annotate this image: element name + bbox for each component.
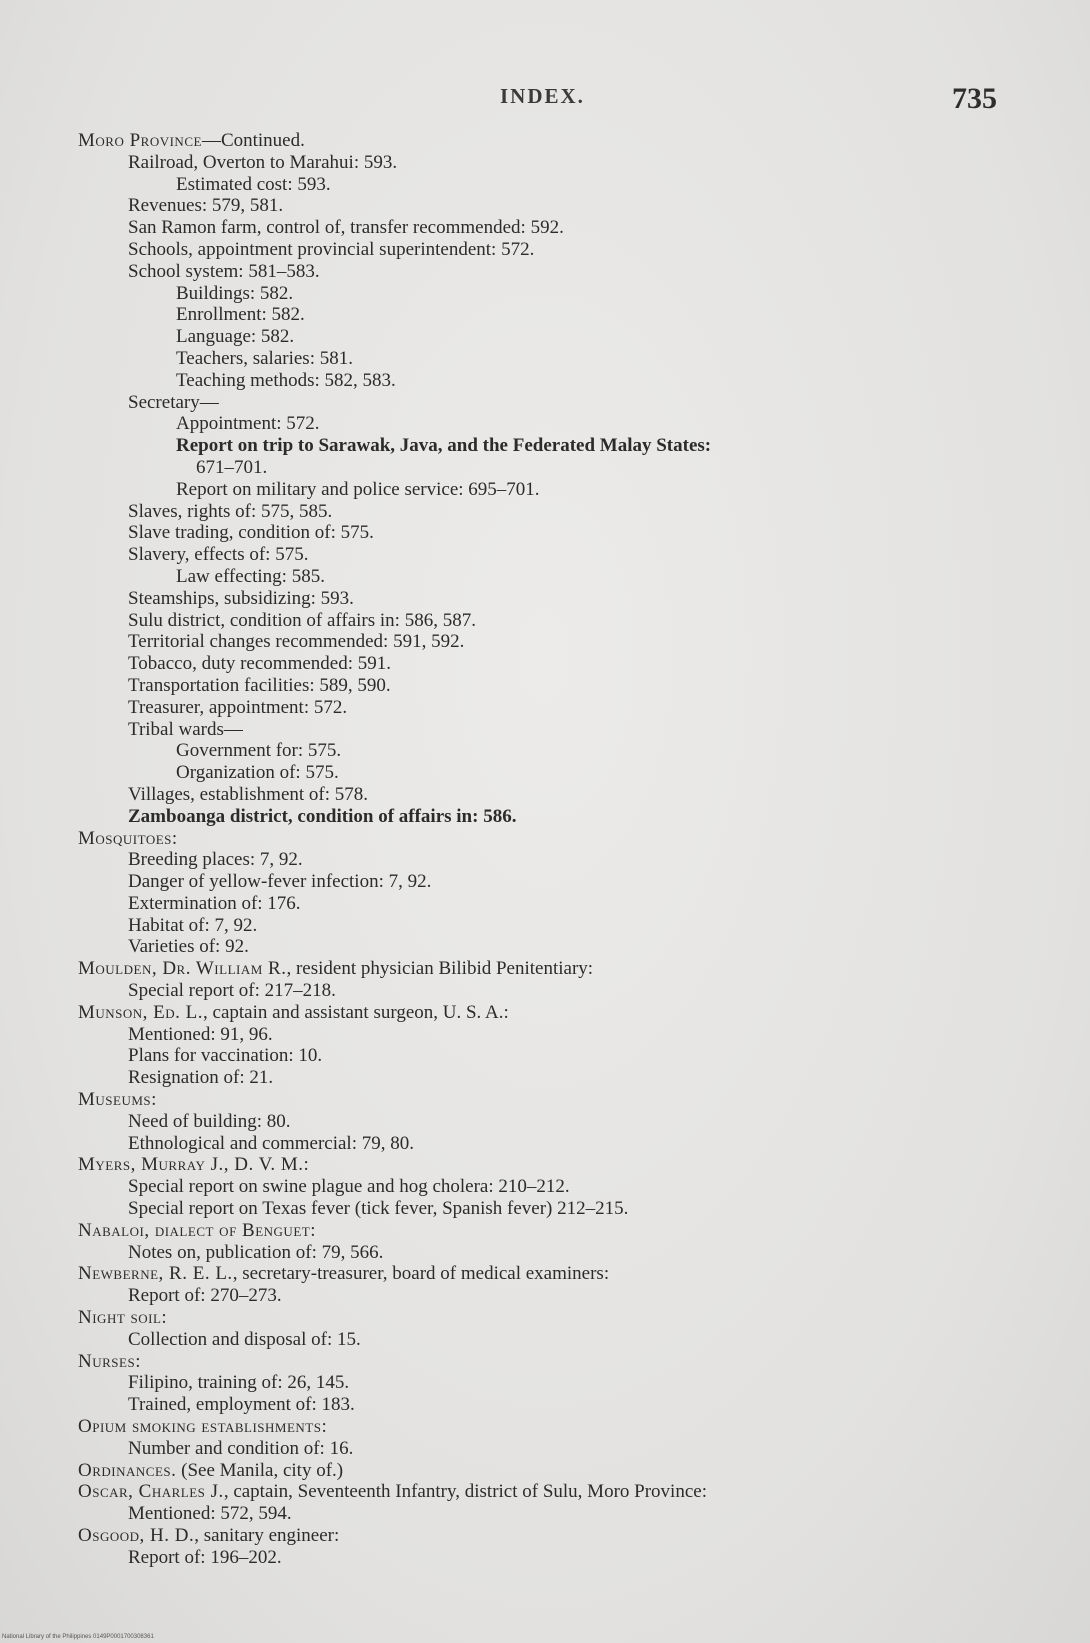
entry-head: Opium smoking establishments (78, 1416, 322, 1438)
entry-text: Collection and disposal of: 15. (128, 1328, 361, 1350)
index-subentry (0, 435, 1090, 457)
index-subentry (0, 1547, 1090, 1569)
entry-text: Need of building: 80. (128, 1110, 291, 1132)
entry-head: Munson, Ed. L. (78, 1001, 204, 1023)
index-subentry (0, 239, 1090, 261)
entry-text: Extermination of: 176. (128, 892, 301, 914)
entry-text: Special report of: 217–218. (128, 980, 336, 1002)
index-subentry (0, 261, 1090, 283)
index-heading (0, 1416, 1090, 1438)
index-subentry (0, 1394, 1090, 1416)
index-subentry (0, 413, 1090, 435)
index-heading (0, 958, 1090, 980)
index-subentry (0, 392, 1090, 414)
index-subentry (0, 1198, 1090, 1220)
running-header: INDEX. (500, 84, 585, 108)
entry-head: Newberne, R. E. L. (78, 1263, 233, 1285)
index-subentry (0, 936, 1090, 958)
index-heading (0, 1481, 1090, 1503)
entry-text: , captain and assistant surgeon, U. S. A.: (203, 1001, 509, 1023)
entry-text: Revenues: 579, 581. (128, 195, 284, 217)
index-subentry (0, 370, 1090, 392)
index-heading (0, 1002, 1090, 1024)
entry-text: Special report on Texas fever (tick fever, Spanish fever) 212–215. (128, 1198, 629, 1220)
index-subentry (0, 1045, 1090, 1067)
entry-text: : (161, 1307, 167, 1329)
index-subentry (0, 501, 1090, 523)
index-subentry (0, 152, 1090, 174)
entry-text: Appointment: 572. (176, 413, 320, 435)
index-heading (0, 1351, 1090, 1373)
entry-text: Report on military and police service: 695–701. (176, 478, 540, 500)
index-subentry (0, 1024, 1090, 1046)
index-subentry (0, 1133, 1090, 1155)
index-subentry (0, 719, 1090, 741)
entry-text: Sulu district, condition of affairs in: 586, 587. (128, 609, 476, 631)
index-subentry (0, 915, 1090, 937)
index-subentry (0, 1285, 1090, 1307)
index-subentry (0, 610, 1090, 632)
entry-text: Teachers, salaries: 581. (176, 347, 353, 369)
entry-text: : (321, 1416, 327, 1438)
index-subentry (0, 1372, 1090, 1394)
entry-text: : (303, 1154, 309, 1176)
entry-text: Organization of: 575. (176, 762, 339, 784)
entry-text: : (151, 1089, 157, 1111)
page-number: 735 (952, 82, 997, 115)
index-subentry (0, 806, 1090, 828)
entry-text: Habitat of: 7, 92. (128, 914, 258, 936)
entry-text: Teaching methods: 582, 583. (176, 369, 396, 391)
index-subentry (0, 740, 1090, 762)
entry-text: 671–701. (196, 456, 268, 478)
index-subentry (0, 1176, 1090, 1198)
index-subentry (0, 588, 1090, 610)
entry-text: Treasurer, appointment: 572. (128, 696, 348, 718)
index-subentry (0, 653, 1090, 675)
entry-text: Slavery, effects of: 575. (128, 544, 309, 566)
entry-head: Museums (78, 1089, 152, 1111)
index-heading (0, 1263, 1090, 1285)
index-heading (0, 1154, 1090, 1176)
entry-text: , captain, Seventeenth Infantry, district of Sulu, Moro Province: (223, 1481, 707, 1503)
entry-head: Osgood, H. D. (78, 1525, 195, 1546)
index-subentry (0, 697, 1090, 719)
index-subentry (0, 1111, 1090, 1133)
entry-text: Law effecting: 585. (176, 565, 325, 587)
entry-text: School system: 581–583. (128, 260, 320, 282)
index-subentry (0, 174, 1090, 196)
entry-text: Estimated cost: 593. (176, 173, 331, 195)
index-subentry (0, 762, 1090, 784)
entry-text: Mentioned: 91, 96. (128, 1023, 273, 1045)
entry-text: , resident physician Bilibid Penitentiary: (286, 958, 594, 980)
entry-head: Mosquitoes (78, 827, 172, 849)
entry-text: Schools, appointment provincial superintendent: 572. (128, 238, 535, 260)
entry-text: Railroad, Overton to Marahui: 593. (128, 151, 398, 173)
index-subentry (0, 1503, 1090, 1525)
entry-text: Number and condition of: 16. (128, 1437, 354, 1459)
entry-text: Notes on, publication of: 79, 566. (128, 1241, 384, 1263)
entry-text: (See Manila, city of.) (176, 1459, 344, 1481)
entry-text: Filipino, training of: 26, 145. (128, 1372, 350, 1394)
entry-head: Ordinances. (78, 1459, 177, 1481)
index-subentry (0, 304, 1090, 326)
entry-text: Ethnological and commercial: 79, 80. (128, 1132, 414, 1154)
index-subentry (0, 893, 1090, 915)
entry-text: Slaves, rights of: 575, 585. (128, 500, 333, 522)
index-subentry (0, 217, 1090, 239)
entry-text: Tobacco, duty recommended: 591. (128, 653, 392, 675)
entry-text: Varieties of: 92. (128, 936, 249, 958)
entry-head: Nurses (78, 1350, 136, 1372)
entry-text: Government for: 575. (176, 740, 342, 762)
entry-head: Nabaloi, dialect of Benguet (78, 1219, 311, 1241)
index-subentry (0, 1438, 1090, 1460)
index-heading (0, 130, 1090, 152)
index-heading (0, 1089, 1090, 1111)
entry-text: Report on trip to Sarawak, Java, and the Federated Malay States: (176, 435, 712, 457)
entry-text: Secretary— (128, 391, 219, 413)
index-subentry (0, 348, 1090, 370)
index-entries (0, 130, 1090, 1569)
index-subentry (0, 479, 1090, 501)
entry-text: Danger of yellow-fever infection: 7, 92. (128, 871, 432, 893)
entry-text: Enrollment: 582. (176, 304, 305, 326)
entry-text: , sanitary engineer: (194, 1525, 340, 1546)
index-heading (0, 1525, 1090, 1547)
entry-head: Oscar, Charles J. (78, 1481, 224, 1503)
index-subentry (0, 784, 1090, 806)
index-subentry (0, 631, 1090, 653)
entry-text: , secretary-treasurer, board of medical examiners: (232, 1263, 610, 1285)
index-subentry (0, 326, 1090, 348)
entry-text: Steamships, subsidizing: 593. (128, 587, 354, 609)
index-subentry (0, 1067, 1090, 1089)
index-subentry (0, 980, 1090, 1002)
index-subentry (0, 457, 1090, 479)
entry-head: Myers, Murray J., D. V. M. (78, 1154, 304, 1176)
entry-text: Plans for vaccination: 10. (128, 1045, 323, 1067)
entry-text: Tribal wards— (128, 718, 243, 740)
index-subentry (0, 522, 1090, 544)
index-heading (0, 828, 1090, 850)
entry-text: : (171, 827, 178, 849)
entry-text: Report of: 270–273. (128, 1285, 282, 1307)
entry-text: : (135, 1350, 141, 1372)
entry-text: San Ramon farm, control of, transfer recommended: 592. (128, 217, 564, 239)
entry-text: Breeding places: 7, 92. (128, 849, 303, 871)
index-subentry (0, 871, 1090, 893)
entry-text: Slave trading, condition of: 575. (128, 522, 374, 544)
entry-text: Report of: 196–202. (128, 1546, 282, 1568)
entry-text: Language: 582. (176, 326, 295, 348)
index-heading (0, 1460, 1090, 1482)
entry-text: Mentioned: 572, 594. (128, 1503, 292, 1525)
index-subentry (0, 1329, 1090, 1351)
index-subentry (0, 566, 1090, 588)
entry-text: Resignation of: 21. (128, 1067, 274, 1089)
index-heading (0, 1220, 1090, 1242)
entry-text: : (310, 1219, 316, 1241)
index-subentry (0, 849, 1090, 871)
entry-text: Trained, employment of: 183. (128, 1394, 355, 1416)
index-subentry (0, 283, 1090, 305)
index-subentry (0, 195, 1090, 217)
entry-text: Territorial changes recommended: 591, 592. (128, 631, 465, 653)
entry-text: Zamboanga district, condition of affairs in: 586. (128, 805, 517, 827)
entry-text: —Continued. (201, 130, 305, 151)
index-subentry (0, 675, 1090, 697)
entry-text: Transportation facilities: 589, 590. (128, 674, 391, 696)
entry-head: Moulden, Dr. William R. (78, 958, 287, 980)
entry-text: Buildings: 582. (176, 282, 294, 304)
entry-head: Night soil (78, 1307, 162, 1329)
index-subentry (0, 1242, 1090, 1264)
entry-head: Moro Province (78, 130, 202, 151)
entry-text: Special report on swine plague and hog cholera: 210–212. (128, 1176, 570, 1198)
index-heading (0, 1307, 1090, 1329)
scan-footer-note: National Library of the Philippines 0149P0001700308361 (2, 1634, 154, 1640)
index-subentry (0, 544, 1090, 566)
entry-text: Villages, establishment of: 578. (128, 783, 369, 805)
